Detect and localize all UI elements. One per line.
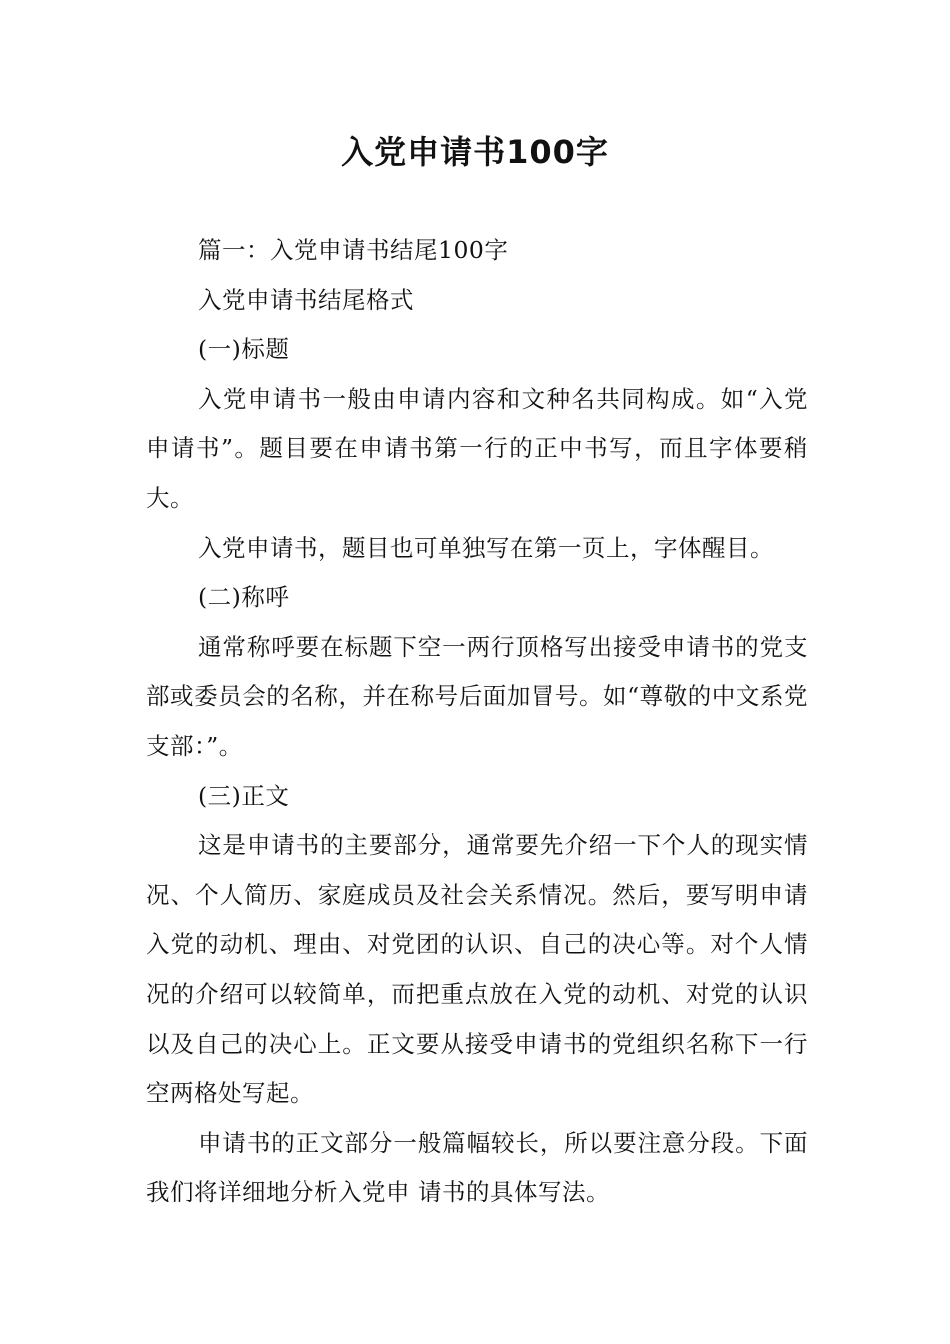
body-paragraph: 申请书的正文部分一般篇幅较长，所以要注意分段。下面我们将详细地分析入党申 请书的具体写法。	[146, 1128, 808, 1207]
body-paragraph: 入党申请书，题目也可单独写在第一页上，字体醒目。	[198, 533, 774, 562]
subsection-heading: (二)称呼	[198, 583, 290, 612]
section-heading: 篇一：入党申请书结尾100字	[198, 236, 509, 264]
body-paragraph: 通常称呼要在标题下空一两行顶格写出接受申请书的党支部或委员会的名称，并在称号后面加冒号。如“尊敬的中文系党支部：”。	[146, 632, 808, 760]
subsection-heading: (一)标题	[198, 335, 290, 364]
body-paragraph: 这是申请书的主要部分，通常要先介绍一下个人的现实情况、个人简历、家庭成员及社会关系情况。然后，要写明申请入党的动机、理由、对党团的认识、自己的决心等。对个人情况的介绍可以较简单，而把重点放在入党的动机、对党的认识以及自己的决心上。正文要从接受申请书的党组织名称下一行空两格处写起。	[146, 831, 808, 1108]
body-paragraph: 入党申请书一般由申请内容和文种名共同构成。如“入党申请书”。题目要在申请书第一行的正中书写，而且字体要稍大。	[146, 384, 808, 512]
document-title: 入党申请书100字	[341, 133, 609, 171]
subheading: 入党申请书结尾格式	[198, 285, 414, 314]
document-body	[146, 226, 808, 1218]
subsection-heading: (三)正文	[198, 781, 290, 810]
